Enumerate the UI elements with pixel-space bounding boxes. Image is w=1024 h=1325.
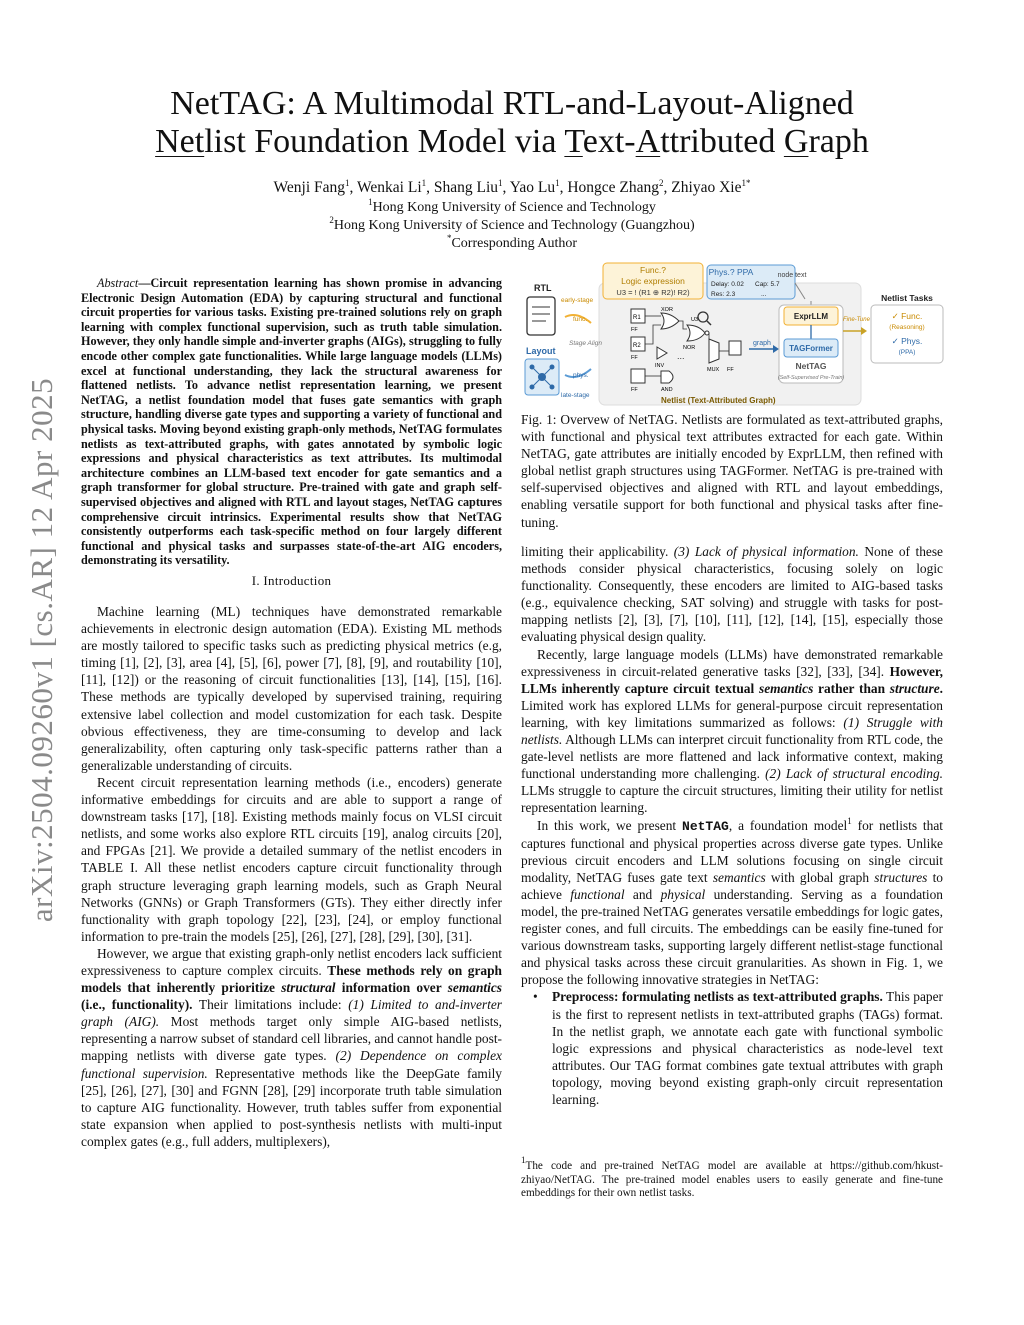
gate-xor: XOR (661, 307, 673, 313)
gate-ff4: FF (727, 367, 734, 373)
intro-paragraph-2: Recent circuit representation learning methods (i.e., encoders) generate informative embeddings for circuits and are able to support a range of downstream tasks [17], [18]. Existing methods mainly focus on VLSI circuit netlists, and some works also explore RTL circuits [19], analog circuits [20], and FPGAs [21]. We provide a detailed summary of the netlist encoders in TABLE I. All these netlist encoders capture circuit functionality through graph structure leveraging graph learning models, such as Graph Neural Networks (GNNs) or Graph Transformers (GTs). They either directly infer functionality with graph topology [22], [23], [24], or employ functional information to pre-train the models [25], [26], [27], [28], [29], [30], [31]. (81, 774, 502, 944)
early-stage-label: early-stage (561, 297, 594, 304)
func-box-title: Func.? (640, 265, 666, 275)
svg-text:...: ... (677, 351, 685, 361)
gate-inv: INV (655, 363, 665, 369)
gate-mux: MUX (707, 367, 720, 373)
intro-paragraph-3: However, we argue that existing graph-only netlist encoders lack sufficient expressiveness to capture complex circuits. These methods rely on graph models that inherently prioritize structural information over semantics (i.e., functionality). Their limitations include: (1) Limited to and-inverter graph (AIG). Most methods target only simple AIG-based netlists, representing a narrow subset of standard cell libraries, and cannot handle post-mapping netlists with diverse gate types. (2) Dependence on complex functional supervision. Representative methods like the DeepGate family [25], [26], [27], [30] and FGNN [28], [29] incorporate truth table simulation to capture AIG functionality. However, truth tables suffer from exponential state expansion when applied to post-synthesis netlists with multi-input complex gates (e.g., full adders, multiplexers), (81, 945, 503, 1149)
gate-ff3: FF (631, 387, 638, 393)
and-gate (661, 371, 673, 383)
figure-1 (521, 261, 945, 407)
paper-title-line1: NetTAG: A Multimodal RTL-and-Layout-Aligned (170, 85, 854, 122)
gate-and: AND (661, 387, 673, 393)
abstract-text: —Circuit representation learning has shown promise in advancing Electronic Design Automation (EDA) by capturing structural and functional circuit properties for various tasks. Existing pre-trained solutions rely on graph learning with complex functional supervision, such as truth table simulation. However, they only handle simple and-inverter graphs (AIGs), struggling to fully encode other complex gate functionalities. While large language models (LLMs) excel at functional understanding, they lack the structural awareness for flattened netlists. To advance netlist representation learning, we present NetTAG, a netlist foundation model that fuses gate semantics with graph structure, handling diverse gate types and supporting a variety of functional and physical tasks. Moving beyond existing graph-only methods, NetTAG formulates netlists as text-attributed graphs, with gates annotated by symbolic logic expressions and physical characteristics as text attributes. Its multimodal architecture combines an LLM-based text encoder for gate semantics and a graph transformer for global structure. Pre-trained with gate and graph self-supervised objectives and aligned with RTL and layout stages, NetTAG captures comprehensive circuit intrinsics. Experimental results show that NetTAG consistently outperforms each task-specific method on four largely different functional and physical tasks and surpasses state-of-the-art AIG encoders, demonstrating its versatility. (81, 276, 502, 568)
abstract (81, 276, 502, 590)
bullet-preprocess: • Preprocess: formulating netlists as text-attributed graphs. This paper is the first to represent netlists in text-attributed graphs (TAGs) format. In the netlist graph, we annotate each gate with functional symbolic logic expressions and physical characteristics as node-level text attributes. Our TAG format combines gate textual attributes with graph topology, moving beyond existing graph-only circuit representation learning. (533, 989, 944, 1107)
affiliation-2: $^2$Hong Kong University of Science and Technology (Guangzhou) (329, 215, 695, 233)
gate-ff1: FF (631, 327, 638, 333)
abstract-label: Abstract (97, 276, 139, 290)
figure-1-caption: Fig. 1: Overvew of NetTAG. Netlists are formulated as text-attributed graphs, with functional and physical text attributes extracted for each gate. Within NetTAG, gate attributes are initially encoded by ExprLLM, then refined with global netlist graph structures using TAGFormer. NetTAG is pre-trained with self-supervised objectives and aligned with RTL and layout embeddings, enabling versatile support for both functional and physical tasks after fine-tuning. (521, 412, 943, 530)
gate-r2: R2 (633, 343, 641, 349)
phys-dots: ... (761, 291, 767, 298)
right-paragraph-3: In this work, we present NetTAG, a foundation model$^1$ for netlists that captures functional and physical properties across diverse gate types. Unlike previous circuit encoders and LLM solutions focusing on single circuit modality, NetTAG fuses gate text semantics with global graph structures to achieve functional and physical understanding. Serving as a foundation model, the pre-trained NetTAG generates versatile embeddings for logic gates, register cones, and full circuits. The embeddings can be easily fine-tuned for various downstream tasks, supporting largely different netlist-stage functional and physical tasks across these circuit granularities. As shown in Fig. 1, we propose the following innovative strategies in NetTAG: (521, 815, 944, 988)
section-heading-intro: I. Introduction (251, 572, 332, 588)
gate-nor: NOR (683, 345, 696, 351)
phys-small-label: phys. (573, 372, 589, 379)
tagformer-label: TAGFormer (789, 344, 833, 353)
affiliation-1: $^1$Hong Kong University of Science and Technology (368, 197, 656, 215)
netlist-tag-label: Netlist (Text-Attributed Graph) (661, 396, 776, 405)
intro-paragraph-1: Machine learning (ML) techniques have demonstrated remarkable achievements in electronic design automation (EDA). Existing ML methods are mostly tailored to specific tasks such as predicting physical metrics (e.g, timing [1], [2], [3], area [4], [5], [6], power [7], [8], [9], and routability [10], [11], [12]) or the reasoning of circuit functionalities [13], [14], [15], [16]. These methods are typically developed by supervised training, requiring extensive label collection and model customization for each task. Despite obvious effectiveness, they are time-consuming to develop and lack generalizability, often capturing only task-specific patterns rather than a generalizable understanding of circuits. (81, 604, 502, 773)
fine-tune-label: Fine-Tune (843, 317, 870, 323)
right-paragraph-1: limiting their applicability. (3) Lack of physical information. None of these methods consider physical characteristics, focusing solely on logic functionality. Consequently, these encoders are limited to AIG-based tasks (e.g., equivalence checking, SAT solving) and struggle with tasks for post-mapping netlists [2], [3], [7], [10], [11], [12], [14], [15], especially those evaluating physical design quality. (521, 544, 943, 645)
nettag-label: NetTAG (795, 361, 827, 371)
func-box-line1: Logic expression (621, 276, 685, 286)
task-func-sub: (Reasoning) (889, 324, 925, 331)
footnote: $^1$The code and pre-trained NetTAG model are available at https://github.com/hkust-zhiyao/NetTAG. The pre-trained model enables users to easily generate and fine-tune embeddings for their own netlist tasks. (521, 1155, 943, 1200)
task-phys-sub: (PPA) (898, 349, 916, 356)
phys-delay: Delay: 0.02 (711, 281, 744, 288)
stage-align-label: Stage Align (569, 340, 603, 347)
task-phys: ✓ Phys. (891, 336, 923, 346)
func-small-label: func. (573, 316, 588, 323)
phys-cap: Cap: 5.7 (755, 281, 780, 288)
node-text-label: node text (777, 272, 807, 279)
tasks-title: Netlist Tasks (881, 293, 933, 303)
gate-ff2: FF (631, 355, 638, 361)
late-stage-label: late-stage (561, 392, 590, 399)
arxiv-sidebar (18, 340, 66, 960)
graph-label: graph (753, 340, 771, 347)
phys-box-title: Phys.? PPA (708, 267, 754, 277)
func-box-line2: U3 = ! (R1 ⊕ R2)! R2) (616, 288, 690, 297)
rtl-label: RTL (534, 283, 552, 293)
mux-gate (709, 339, 719, 363)
author-list: Wenji Fang$^1$, Wenkai Li$^1$, Shang Liu$^1$, Yao Lu$^1$, Hongce Zhang$^2$, Zhiyao Xie$^{1*}$ (273, 178, 751, 196)
figure-1-diagram (521, 261, 945, 407)
paper-title-line2: Netlist Foundation Model via Text-Attributed Graph (155, 123, 869, 160)
arxiv-id: arXiv:2504.09260v1 [cs.AR] 12 Apr 2025 (24, 377, 59, 923)
right-column-body (521, 543, 943, 1108)
gate-u3: U3 (691, 317, 699, 323)
self-supervised-label: (Self-Supervised Pre-Train) (777, 375, 845, 381)
rtl-code-icon (527, 297, 555, 335)
gate-r1: R1 (633, 315, 641, 321)
right-paragraph-2: Recently, large language models (LLMs) have demonstrated remarkable expressiveness in circuit-related generative tasks [32], [33], [34]. However, LLMs inherently capture circuit textual semantics rather than structure. Limited work has explored LLMs for general-purpose circuit representation learning, with key limitations summarized as follows: (1) Struggle with netlists. Although LLMs can interpret circuit functionality from RTL code, the gate-level netlists are more flattened and lack informative context, making functional understanding more challenging. (2) Lack of structural encoding. LLMs struggle to capture the circuit structures, limiting their utility for netlist representation learning. (521, 646, 943, 816)
task-func: ✓ Func. (891, 311, 923, 321)
layout-label: Layout (526, 346, 556, 356)
intro-body (81, 603, 502, 1150)
exprllm-label: ExprLLM (793, 312, 829, 321)
phys-res: Res: 2.3 (711, 291, 736, 298)
corresponding-author: *Corresponding Author (446, 233, 578, 251)
